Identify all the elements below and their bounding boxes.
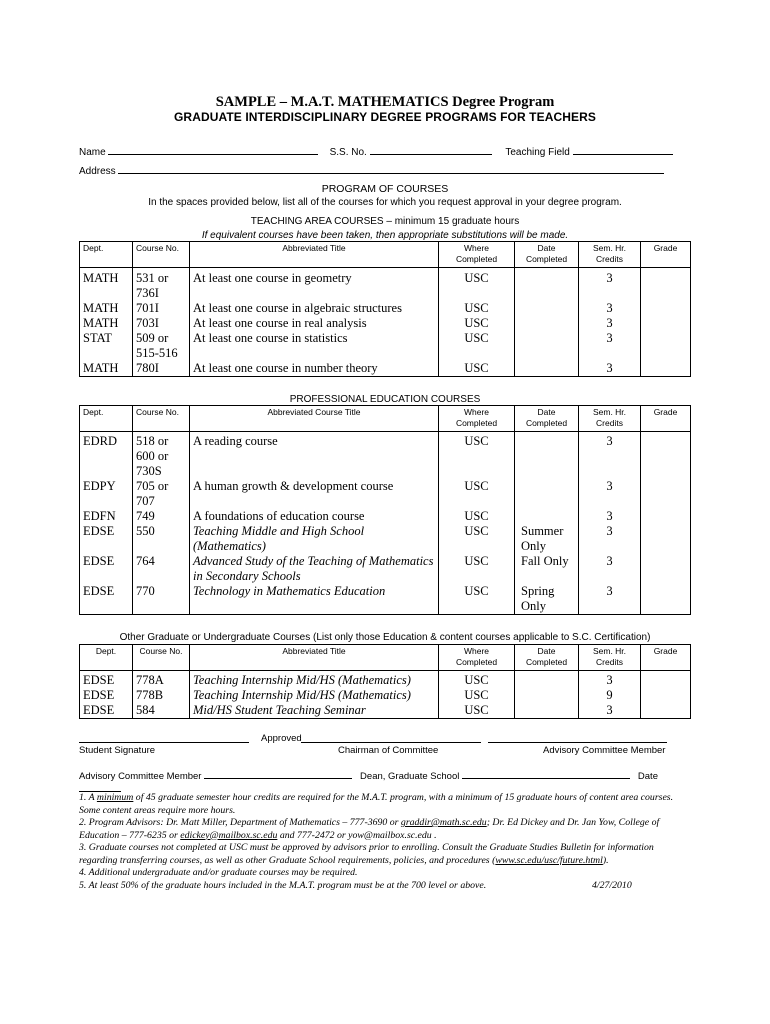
credits-cell: 3: [579, 703, 641, 719]
note-4: 4. Additional undergraduate and/or graduate courses may be required.: [79, 867, 358, 878]
credits-cell: 3: [579, 671, 641, 689]
advisory-member2-line[interactable]: [204, 769, 352, 779]
col-where: Where Completed: [439, 242, 515, 268]
date-cell[interactable]: [515, 432, 579, 480]
chairman-label: Chairman of Committee: [338, 745, 439, 756]
credits-cell: 9: [579, 688, 641, 703]
date-cell[interactable]: [515, 316, 579, 331]
dean-signature-line[interactable]: [462, 769, 630, 779]
table-row: [80, 432, 691, 480]
graddir-email-link[interactable]: graddir@math.sc.edu: [400, 817, 487, 828]
note-1: 1. A minimum of 45 graduate semester hour credits are required for the M.A.T. program, with a minimum of 15 graduate hours of content area courses. Some content areas require more hours.: [79, 792, 674, 816]
credits-cell: 3: [579, 301, 641, 316]
where-cell: USC: [439, 703, 515, 719]
credits-cell: 3: [579, 509, 641, 524]
ss-number-field[interactable]: [370, 145, 492, 155]
program-heading: PROGRAM OF COURSES: [321, 183, 449, 195]
col-credits: Sem. Hr. Credits: [579, 406, 641, 432]
where-cell: USC: [439, 524, 515, 554]
note-3: 3. Graduate courses not completed at USC must be approved by advisors prior to enrolling. Consult the Graduate Studies Bulletin for information regarding transferring courses, as well as other Graduate School requirements, policies, and procedures (www.sc.edu/usc/future.html).: [79, 842, 654, 866]
student-signature-line[interactable]: [79, 733, 249, 743]
col-grade: Grade: [641, 242, 691, 268]
table-row: [80, 509, 691, 524]
credits-cell: 3: [579, 479, 641, 509]
date-cell[interactable]: Summer Only: [515, 524, 579, 554]
ss-label: S.S. No.: [329, 147, 367, 158]
date-cell[interactable]: [515, 361, 579, 377]
grade-cell[interactable]: [641, 524, 691, 554]
grade-cell[interactable]: [641, 584, 691, 615]
grade-cell[interactable]: [641, 688, 691, 703]
where-cell: USC: [439, 316, 515, 331]
course-cell: 770: [133, 584, 190, 615]
course-cell: 518 or 600 or 730S: [133, 432, 190, 480]
document-subtitle: GRADUATE INTERDISCIPLINARY DEGREE PROGRAMS FOR TEACHERS: [174, 110, 596, 124]
dept-cell: EDSE: [80, 703, 133, 719]
table-row: [80, 703, 691, 719]
advisory-member-signature-line[interactable]: [488, 733, 667, 743]
where-cell: USC: [439, 479, 515, 509]
title-cell: At least one course in number theory: [190, 361, 439, 377]
col-where: Where Completed: [439, 406, 515, 432]
col-title: Abbreviated Title: [190, 242, 439, 268]
dept-cell: EDRD: [80, 432, 133, 480]
teaching-field-label: Teaching Field: [505, 147, 570, 158]
col-grade: Grade: [641, 406, 691, 432]
date-cell[interactable]: [515, 671, 579, 689]
dept-cell: EDPY: [80, 479, 133, 509]
title-cell: At least one course in algebraic structures: [190, 301, 439, 316]
course-cell: 701I: [133, 301, 190, 316]
grade-cell[interactable]: [641, 432, 691, 480]
where-cell: USC: [439, 268, 515, 302]
dept-cell: EDSE: [80, 671, 133, 689]
dept-cell: MATH: [80, 316, 133, 331]
course-cell: 780I: [133, 361, 190, 377]
revision-date: 4/27/2010: [592, 879, 632, 891]
table-row: [80, 688, 691, 703]
dept-cell: EDSE: [80, 554, 133, 584]
credits-cell: 3: [579, 316, 641, 331]
title-cell: A foundations of education course: [190, 509, 439, 524]
program-instructions: In the spaces provided below, list all of the courses for which you request approval in your degree program.: [148, 197, 622, 208]
table-row: [80, 524, 691, 554]
where-cell: USC: [439, 361, 515, 377]
grade-cell[interactable]: [641, 703, 691, 719]
credits-cell: 3: [579, 554, 641, 584]
dept-cell: MATH: [80, 268, 133, 302]
col-grade: Grade: [641, 645, 691, 671]
course-cell: 584: [133, 703, 190, 719]
teaching-area-table: [79, 241, 691, 377]
teaching-area-heading: TEACHING AREA COURSES – minimum 15 graduate hours: [250, 216, 520, 227]
credits-cell: 3: [579, 268, 641, 302]
grade-cell[interactable]: [641, 554, 691, 584]
table-row: [80, 331, 691, 361]
title-cell: Mid/HS Student Teaching Seminar: [190, 703, 439, 719]
address-field[interactable]: [118, 164, 664, 174]
chairman-signature-line[interactable]: [301, 733, 481, 743]
signature-labels-row: [79, 745, 679, 759]
credits-cell: 3: [579, 432, 641, 480]
dean-label: Dean, Graduate School: [360, 771, 460, 782]
date-label: Date: [637, 771, 658, 782]
teaching-field-input[interactable]: [573, 145, 673, 155]
grade-cell[interactable]: [641, 361, 691, 377]
col-title: Abbreviated Title: [190, 645, 439, 671]
dept-cell: MATH: [80, 301, 133, 316]
credits-cell: 3: [579, 361, 641, 377]
table-row: [80, 316, 691, 331]
title-cell: Technology in Mathematics Education: [190, 584, 439, 615]
table-header: [80, 406, 691, 432]
date-cell[interactable]: Spring Only: [515, 584, 579, 615]
document-title: SAMPLE – M.A.T. MATHEMATICS Degree Program: [215, 94, 555, 110]
grade-cell[interactable]: [641, 479, 691, 509]
table-row: [80, 584, 691, 615]
note-2: 2. Program Advisors: Dr. Matt Miller, Department of Mathematics – 777-3690 or graddir@math.sc.edu; Dr. Ed Dickey and Dr. Jan Yow, College of Education – 777-6235 or edickey@mailbox.sc.edu and 777-2472 or yow@mailbox.sc.edu .: [79, 817, 660, 841]
col-course-no: Course No.: [133, 406, 190, 432]
minimum-emphasis: minimum: [96, 792, 134, 803]
col-course-no: Course No.: [133, 242, 190, 268]
where-cell: USC: [439, 688, 515, 703]
future-link[interactable]: www.sc.edu/usc/future.html: [495, 854, 603, 866]
table-row: [80, 361, 691, 377]
table-row: [80, 554, 691, 584]
col-credits: Sem. Hr. Credits: [579, 645, 641, 671]
advisory-member2-label: Advisory Committee Member: [79, 771, 202, 782]
title-cell: Teaching Internship Mid/HS (Mathematics): [190, 688, 439, 703]
where-cell: USC: [439, 509, 515, 524]
col-dept: Dept.: [80, 406, 133, 432]
credits-cell: 3: [579, 524, 641, 554]
grade-cell[interactable]: [641, 331, 691, 361]
where-cell: USC: [439, 554, 515, 584]
title-cell: Teaching Internship Mid/HS (Mathematics): [190, 671, 439, 689]
dept-cell: MATH: [80, 361, 133, 377]
course-cell: 531 or 736I: [133, 268, 190, 302]
name-row: [79, 145, 679, 158]
grade-cell[interactable]: [641, 509, 691, 524]
teaching-area-note: If equivalent courses have been taken, then appropriate substitutions will be made.: [201, 230, 569, 241]
course-cell: 764: [133, 554, 190, 584]
col-date: Date Completed: [515, 406, 579, 432]
other-courses-heading: Other Graduate or Undergraduate Courses (List only those Education & content courses applicable to S.C. Certification): [119, 632, 651, 643]
course-cell: 509 or 515-516: [133, 331, 190, 361]
course-cell: 550: [133, 524, 190, 554]
grade-cell[interactable]: [641, 268, 691, 302]
student-signature-label: Student Signature: [79, 745, 156, 756]
table-header: [80, 645, 691, 671]
note-5: 5. At least 50% of the graduate hours included in the M.A.T. program must be at the 700 level or above. 4/27/2010: [79, 879, 632, 891]
col-date: Date Completed: [515, 242, 579, 268]
title-cell: A human growth & development course: [190, 479, 439, 509]
course-cell: 778B: [133, 688, 190, 703]
date-line[interactable]: [79, 782, 121, 792]
table-row: [80, 268, 691, 302]
title-cell: At least one course in statistics: [190, 331, 439, 361]
date-cell[interactable]: [515, 479, 579, 509]
col-title: Abbreviated Course Title: [190, 406, 439, 432]
where-cell: USC: [439, 584, 515, 615]
dept-cell: EDSE: [80, 584, 133, 615]
date-cell[interactable]: [515, 268, 579, 302]
course-cell: 778A: [133, 671, 190, 689]
dept-cell: EDSE: [80, 688, 133, 703]
col-date: Date Completed: [515, 645, 579, 671]
date-cell[interactable]: [515, 509, 579, 524]
col-dept: Dept.: [80, 645, 133, 671]
dept-cell: STAT: [80, 331, 133, 361]
grade-cell[interactable]: [641, 316, 691, 331]
table-row: [80, 301, 691, 316]
table-row: [80, 671, 691, 689]
course-cell: 705 or 707: [133, 479, 190, 509]
col-where: Where Completed: [439, 645, 515, 671]
title-cell: At least one course in real analysis: [190, 316, 439, 331]
title-cell: Advanced Study of the Teaching of Mathematics in Secondary Schools: [190, 554, 439, 584]
where-cell: USC: [439, 671, 515, 689]
address-row: [79, 164, 679, 177]
where-cell: USC: [439, 432, 515, 480]
col-credits: Sem. Hr. Credits: [579, 242, 641, 268]
name-field[interactable]: [108, 145, 318, 155]
course-cell: 703I: [133, 316, 190, 331]
col-course-no: Course No.: [133, 645, 190, 671]
date-cell[interactable]: [515, 301, 579, 316]
dept-cell: EDFN: [80, 509, 133, 524]
table-header: [80, 242, 691, 268]
date-cell[interactable]: [515, 688, 579, 703]
title-cell: Teaching Middle and High School (Mathematics): [190, 524, 439, 554]
date-cell[interactable]: Fall Only: [515, 554, 579, 584]
dept-cell: EDSE: [80, 524, 133, 554]
col-dept: Dept.: [80, 242, 133, 268]
approved-label: Approved: [261, 733, 302, 744]
table-row: [80, 479, 691, 509]
edickey-email-link[interactable]: edickey@mailbox.sc.edu: [180, 829, 278, 841]
course-cell: 749: [133, 509, 190, 524]
other-courses-table: [79, 644, 691, 719]
where-cell: USC: [439, 301, 515, 316]
advisory-member-label: Advisory Committee Member: [543, 745, 666, 756]
grade-cell[interactable]: [641, 301, 691, 316]
date-cell[interactable]: [515, 331, 579, 361]
credits-cell: 3: [579, 584, 641, 615]
date-cell[interactable]: [515, 703, 579, 719]
professional-education-table: [79, 405, 691, 615]
professional-education-heading: PROFESSIONAL EDUCATION COURSES: [289, 394, 481, 405]
title-cell: A reading course: [190, 432, 439, 480]
title-cell: At least one course in geometry: [190, 268, 439, 302]
notes: [79, 792, 694, 892]
where-cell: USC: [439, 331, 515, 361]
name-label: Name: [79, 147, 106, 158]
credits-cell: 3: [579, 331, 641, 361]
grade-cell[interactable]: [641, 671, 691, 689]
address-label: Address: [79, 166, 116, 177]
